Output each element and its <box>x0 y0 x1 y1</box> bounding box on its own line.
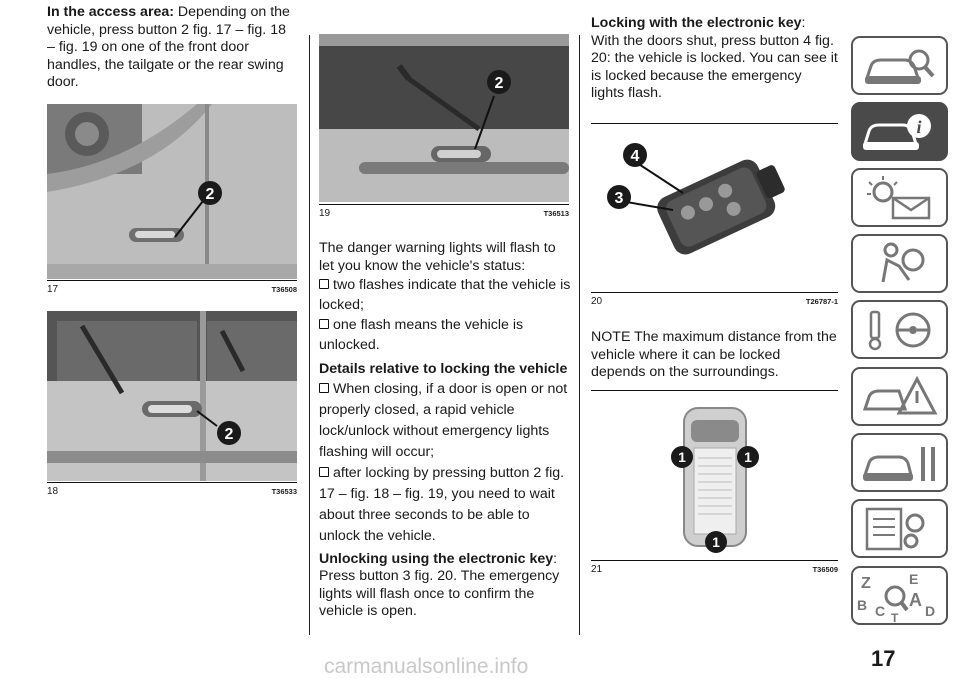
lock-text: With the doors shut, press button 4 fig. 20: the vehicle is locked. You can see it is locked because the emergency lights flash. <box>591 32 838 101</box>
bullet-closing: When closing, if a door is open or not properly closed, a rapid vehicle lock/unlock without emergency lights flashing will occur; <box>319 379 571 463</box>
figure-21 <box>591 390 838 580</box>
warning-light-icon <box>853 170 946 225</box>
svg-text:B: B <box>857 597 868 613</box>
tab-technical-data[interactable] <box>851 499 948 558</box>
rear-door-photo <box>47 311 297 481</box>
figure-19 <box>319 34 569 224</box>
figure-code: T26787-1 <box>805 297 838 306</box>
column-1 <box>47 0 297 92</box>
airbag-icon <box>853 236 946 291</box>
unlock-paragraph: Unlocking using the electronic key: Press button 3 fig. 20. The emergency lights will flash once to confirm the vehicle is open. <box>319 550 560 619</box>
specs-gear-icon <box>853 501 946 556</box>
tab-safety[interactable] <box>851 234 948 293</box>
callout-4: 4 <box>630 148 640 165</box>
svg-text:C: C <box>875 603 886 619</box>
car-service-icon <box>853 435 946 490</box>
figure-number: 19 <box>319 208 331 219</box>
car-info-icon <box>853 104 946 159</box>
intro-text: Depending on the vehicle, press button 2 fig. 17 – fig. 18 – fig. 19 on one of the front door handles, the tailgate or the rear swing door. <box>47 4 290 90</box>
tab-servicing[interactable] <box>851 433 948 492</box>
tab-warning-lights[interactable] <box>851 168 948 227</box>
column-3-note <box>591 329 838 382</box>
intro-lead: In the access area: <box>47 4 174 20</box>
unlock-text: Press button 3 fig. 20. The emergency lights will flash once to confirm the vehicle is open. <box>319 568 560 619</box>
bullet-unlocked: one flash means the vehicle is unlocked. <box>319 315 571 355</box>
electronic-key-illustration <box>591 127 838 295</box>
tab-getting-started[interactable] <box>851 102 948 161</box>
svg-text:D: D <box>925 603 936 619</box>
figure-code: T36533 <box>271 487 297 496</box>
callout-1: 1 <box>744 449 752 465</box>
column-divider <box>579 35 580 635</box>
callout-1: 1 <box>678 449 686 465</box>
callout-1: 1 <box>712 534 720 550</box>
column-divider <box>309 35 310 635</box>
status-text: The danger warning lights will flash to let you know the vehicle's status: <box>319 240 556 274</box>
vehicle-range-diagram <box>591 394 838 562</box>
callout-2: 2 <box>224 426 234 443</box>
lock-heading: Locking with the electronic key <box>591 15 802 31</box>
index-letters-icon <box>853 568 946 623</box>
figure-17 <box>47 104 297 294</box>
svg-text:E: E <box>909 571 919 587</box>
figure-code: T36508 <box>271 285 297 294</box>
svg-text:T: T <box>891 611 899 623</box>
tailgate-photo <box>319 34 569 202</box>
callout-2: 2 <box>494 75 504 92</box>
lock-paragraph: Locking with the electronic key: With the doors shut, press button 4 fig. 20: the vehicle is locked. You can see it is locked because the emergency lights flash. <box>591 15 838 101</box>
tab-knowing-vehicle[interactable] <box>851 36 948 95</box>
figure-number: 21 <box>591 564 603 575</box>
details-heading: Details relative to locking the vehicle <box>319 361 568 377</box>
figure-number: 17 <box>47 284 59 295</box>
figure-number: 20 <box>591 296 603 307</box>
door-handle-photo <box>47 104 297 279</box>
unlock-heading: Unlocking using the electronic key <box>319 550 554 567</box>
breakdown-icon <box>853 369 946 424</box>
intro-paragraph <box>47 4 297 92</box>
car-magnifier-icon <box>853 38 946 93</box>
callout-3: 3 <box>614 190 624 207</box>
tab-index[interactable] <box>851 566 948 625</box>
figure-code: T36509 <box>812 565 838 574</box>
page-number: 17 <box>871 646 896 671</box>
figure-20 <box>591 123 838 313</box>
svg-text:A: A <box>909 590 922 610</box>
bullet-after-locking: after locking by pressing button 2 fig. 17 – fig. 18 – fig. 19, you need to wait about three seconds to be able to unlock the vehicle. <box>319 463 571 547</box>
key-steering-icon <box>853 302 946 357</box>
tab-emergency[interactable] <box>851 367 948 426</box>
watermark: carmanualsonline.info <box>324 655 529 678</box>
bullet-locked: two flashes indicate that the vehicle is locked; <box>319 277 571 313</box>
figure-number: 18 <box>47 486 59 497</box>
column-3-top <box>591 15 838 103</box>
callout-2: 2 <box>205 186 215 203</box>
note-text: NOTE The maximum distance from the vehicle where it can be locked depends on the surroundings. <box>591 329 837 380</box>
column-2-text <box>319 240 571 621</box>
svg-text:Z: Z <box>861 575 871 592</box>
tab-starting-driving[interactable] <box>851 300 948 359</box>
figure-code: T36513 <box>543 209 569 218</box>
figure-18 <box>47 311 297 501</box>
svg-text:i: i <box>916 117 922 137</box>
